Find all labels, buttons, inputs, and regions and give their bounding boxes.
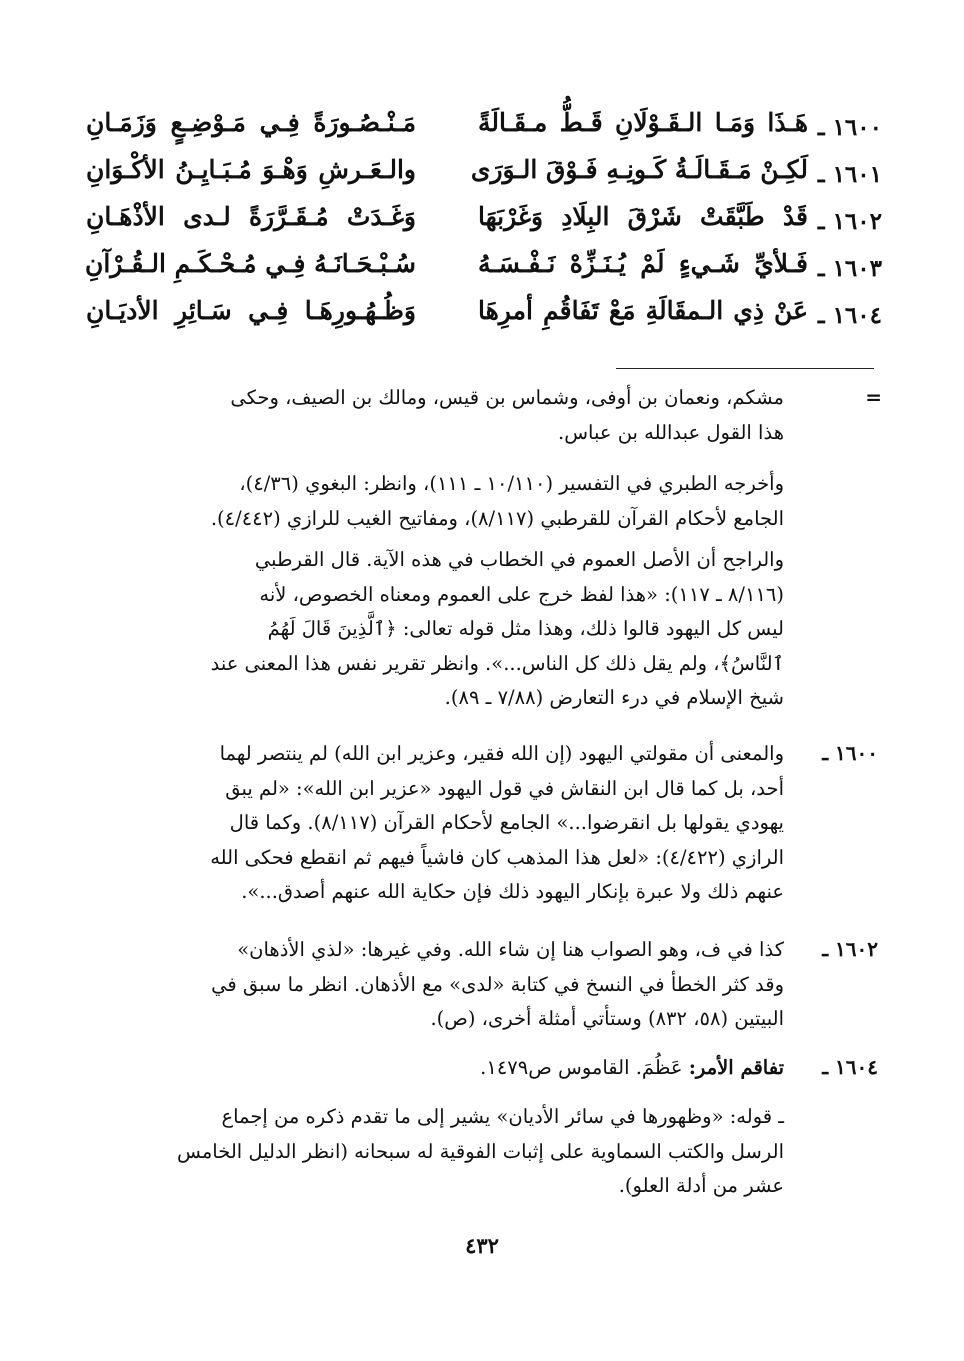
footnote-line: كذا في ف، وهو الصواب هنا إن شاء الله. وفي غيرها: «لذي الأذهان» — [237, 938, 784, 961]
verse-second-hemistich: وَغَـدَتْ مُـقَـرَّرَةً لـدى الأذْهَـانِ — [86, 202, 416, 231]
verse-second-hemistich: مَـنْـصُـورَةً فِـي مَـوْضِـعٍ وَزَمَـانِ — [86, 108, 416, 137]
verse-number: ١٦٠٣ ـ — [817, 255, 882, 282]
footnote-line: (٨/١١٦ ـ ١١٧): «هذا لفظ خرج على العموم ومعناه الخصوص، لأنه — [259, 582, 784, 606]
footnote-line: وقد كثر الخطأ في النسخ في كتابة «لدى» مع الأذهان. انظر ما سبق في — [211, 972, 784, 996]
footnote-line: أحد، بل كما قال ابن النقاش في قول اليهود «عزير ابن الله»: «لم يبق — [225, 776, 784, 800]
footnote-line: عشر من أدلة العلو). — [618, 1174, 784, 1197]
defined-term: تفاقم الأمر: — [688, 1056, 784, 1079]
footnote-paragraph — [80, 543, 784, 716]
footnote-line: ـ قوله: «وظهورها في سائر الأديان» يشير إلى ما تقدم ذكره من إجماع — [221, 1105, 784, 1128]
footnote-line: البيتين (٥٨، ٨٣٢) وستأتي أمثلة أخرى، (ص). — [430, 1007, 784, 1030]
footnote-1604-continued — [80, 1100, 784, 1204]
verse-row — [86, 108, 882, 158]
footnote-1600 — [80, 737, 784, 910]
verse-second-hemistich: سُـبْـحَـانَـهُ فِـي مُـحْـكَـمِ الـقُـرْآنِ — [84, 249, 416, 278]
footnote-line: مشكم، ونعمان بن أوفى، وشماس بن قيس، ومالك بن الصيف، وحكى — [230, 386, 784, 409]
verse-second-hemistich: وَظُـهُـورِهَـا فِـي سَـائِرِ الأديَـانِ — [86, 296, 416, 325]
definition-text: عَظُمَ. القاموس ص١٤٧٩. — [480, 1056, 689, 1079]
footnote-line: وأخرجه الطبري في التفسير (١٠/١١٠ ـ ١١١)، وانظر: البغوي (٤/٣٦)، — [239, 472, 784, 495]
footnote-line: هذا القول عبدالله بن عباس. — [558, 420, 784, 444]
verse-row — [86, 202, 882, 252]
footnote-line: والمعنى أن مقولتي اليهود (إن الله فقير، وعزير ابن الله) لم ينتصر لهما — [219, 742, 784, 765]
footnote-line: شيخ الإسلام في درء التعارض (٧/٨٨ ـ ٨٩). — [444, 686, 784, 709]
footnote-line: عنهم ذلك ولا عبرة بإنكار اليهود ذلك فإن حكاية الله عنهم أصدق...». — [241, 880, 784, 903]
verse-number: ١٦٠٠ ـ — [817, 114, 882, 141]
footnote-1602 — [80, 933, 784, 1037]
page-number: ٤٣٢ — [465, 1233, 499, 1258]
footnote-number: ١٦٠٤ ـ — [822, 1055, 878, 1079]
footnote-number: ١٦٠٠ ـ — [822, 741, 878, 765]
footnote-line: ليس كل اليهود قالوا ذلك، وهذا مثل قوله تعالى: ﴿ٱلَّذِينَ قَالَ لَهُمُ — [267, 617, 784, 640]
footnote-number: ١٦٠٢ ـ — [822, 937, 878, 961]
verse-first-hemistich: لَكِـنْ مَـقَـالَـةُ كَـونِـهِ فَـوْقَ الـوَرَى — [470, 155, 808, 184]
continuation-mark: = — [865, 385, 882, 409]
verse-first-hemistich: قَدْ طَبَّقَتْ شَرْقَ البِلَادِ وَغَرْبَهَا — [478, 202, 808, 231]
verse-number: ١٦٠٤ ـ — [817, 302, 882, 329]
verse-first-hemistich: فَـلأيِّ شَـيءٍ لَمْ يُـنَـزِّهْ نَـفْـسَـهُ — [478, 249, 808, 278]
verse-number: ١٦٠١ ـ — [817, 161, 882, 188]
footnote-line: والراجح أن الأصل العموم في الخطاب في هذه الآية. قال القرطبي — [254, 548, 784, 571]
verse-row — [86, 155, 882, 205]
footnote-divider — [616, 368, 874, 369]
footnote-line: ٱلنَّاسُ﴾، ولم يقل ذلك كل الناس...». وانظر تقرير نفس هذا المعنى عند — [210, 651, 784, 675]
verse-first-hemistich: عَنْ ذِي الـمقَالَةِ مَعْ تَفَاقُمِ أمرِهَا — [478, 296, 808, 325]
footnote-line — [80, 1051, 784, 1086]
footnote-line: يهودي يقولها بل انقرضوا...» الجامع لأحكام القرآن (٨/١١٧). وكما قال — [229, 811, 784, 834]
footnote-continuation — [80, 381, 784, 450]
verse-number: ١٦٠٢ ـ — [817, 208, 882, 235]
footnote-paragraph — [80, 467, 784, 536]
verse-row — [86, 296, 882, 346]
footnote-line: الجامع لأحكام القرآن للقرطبي (٨/١١٧)، ومفاتيح الغيب للرازي (٤/٤٤٢). — [210, 506, 784, 530]
footnote-1604 — [80, 1051, 784, 1086]
footnote-line: الرسل والكتب السماوية على إثبات الفوقية له سبحانه (انظر الدليل الخامس — [176, 1139, 784, 1163]
verse-row — [86, 249, 882, 299]
verse-first-hemistich: هَـذَا وَمَـا الـقَـوْلَانِ قَـطُّ مـقَـالَةً — [478, 108, 808, 137]
verse-second-hemistich: والـعَـرشِ وَهْـوَ مُـبَـايِـنُ الأكْـوَانِ — [86, 155, 416, 184]
footnote-line: الرازي (٤/٤٢٢): «لعل هذا المذهب كان فاشياً فيهم ثم انقطع فحكى الله — [210, 845, 784, 869]
